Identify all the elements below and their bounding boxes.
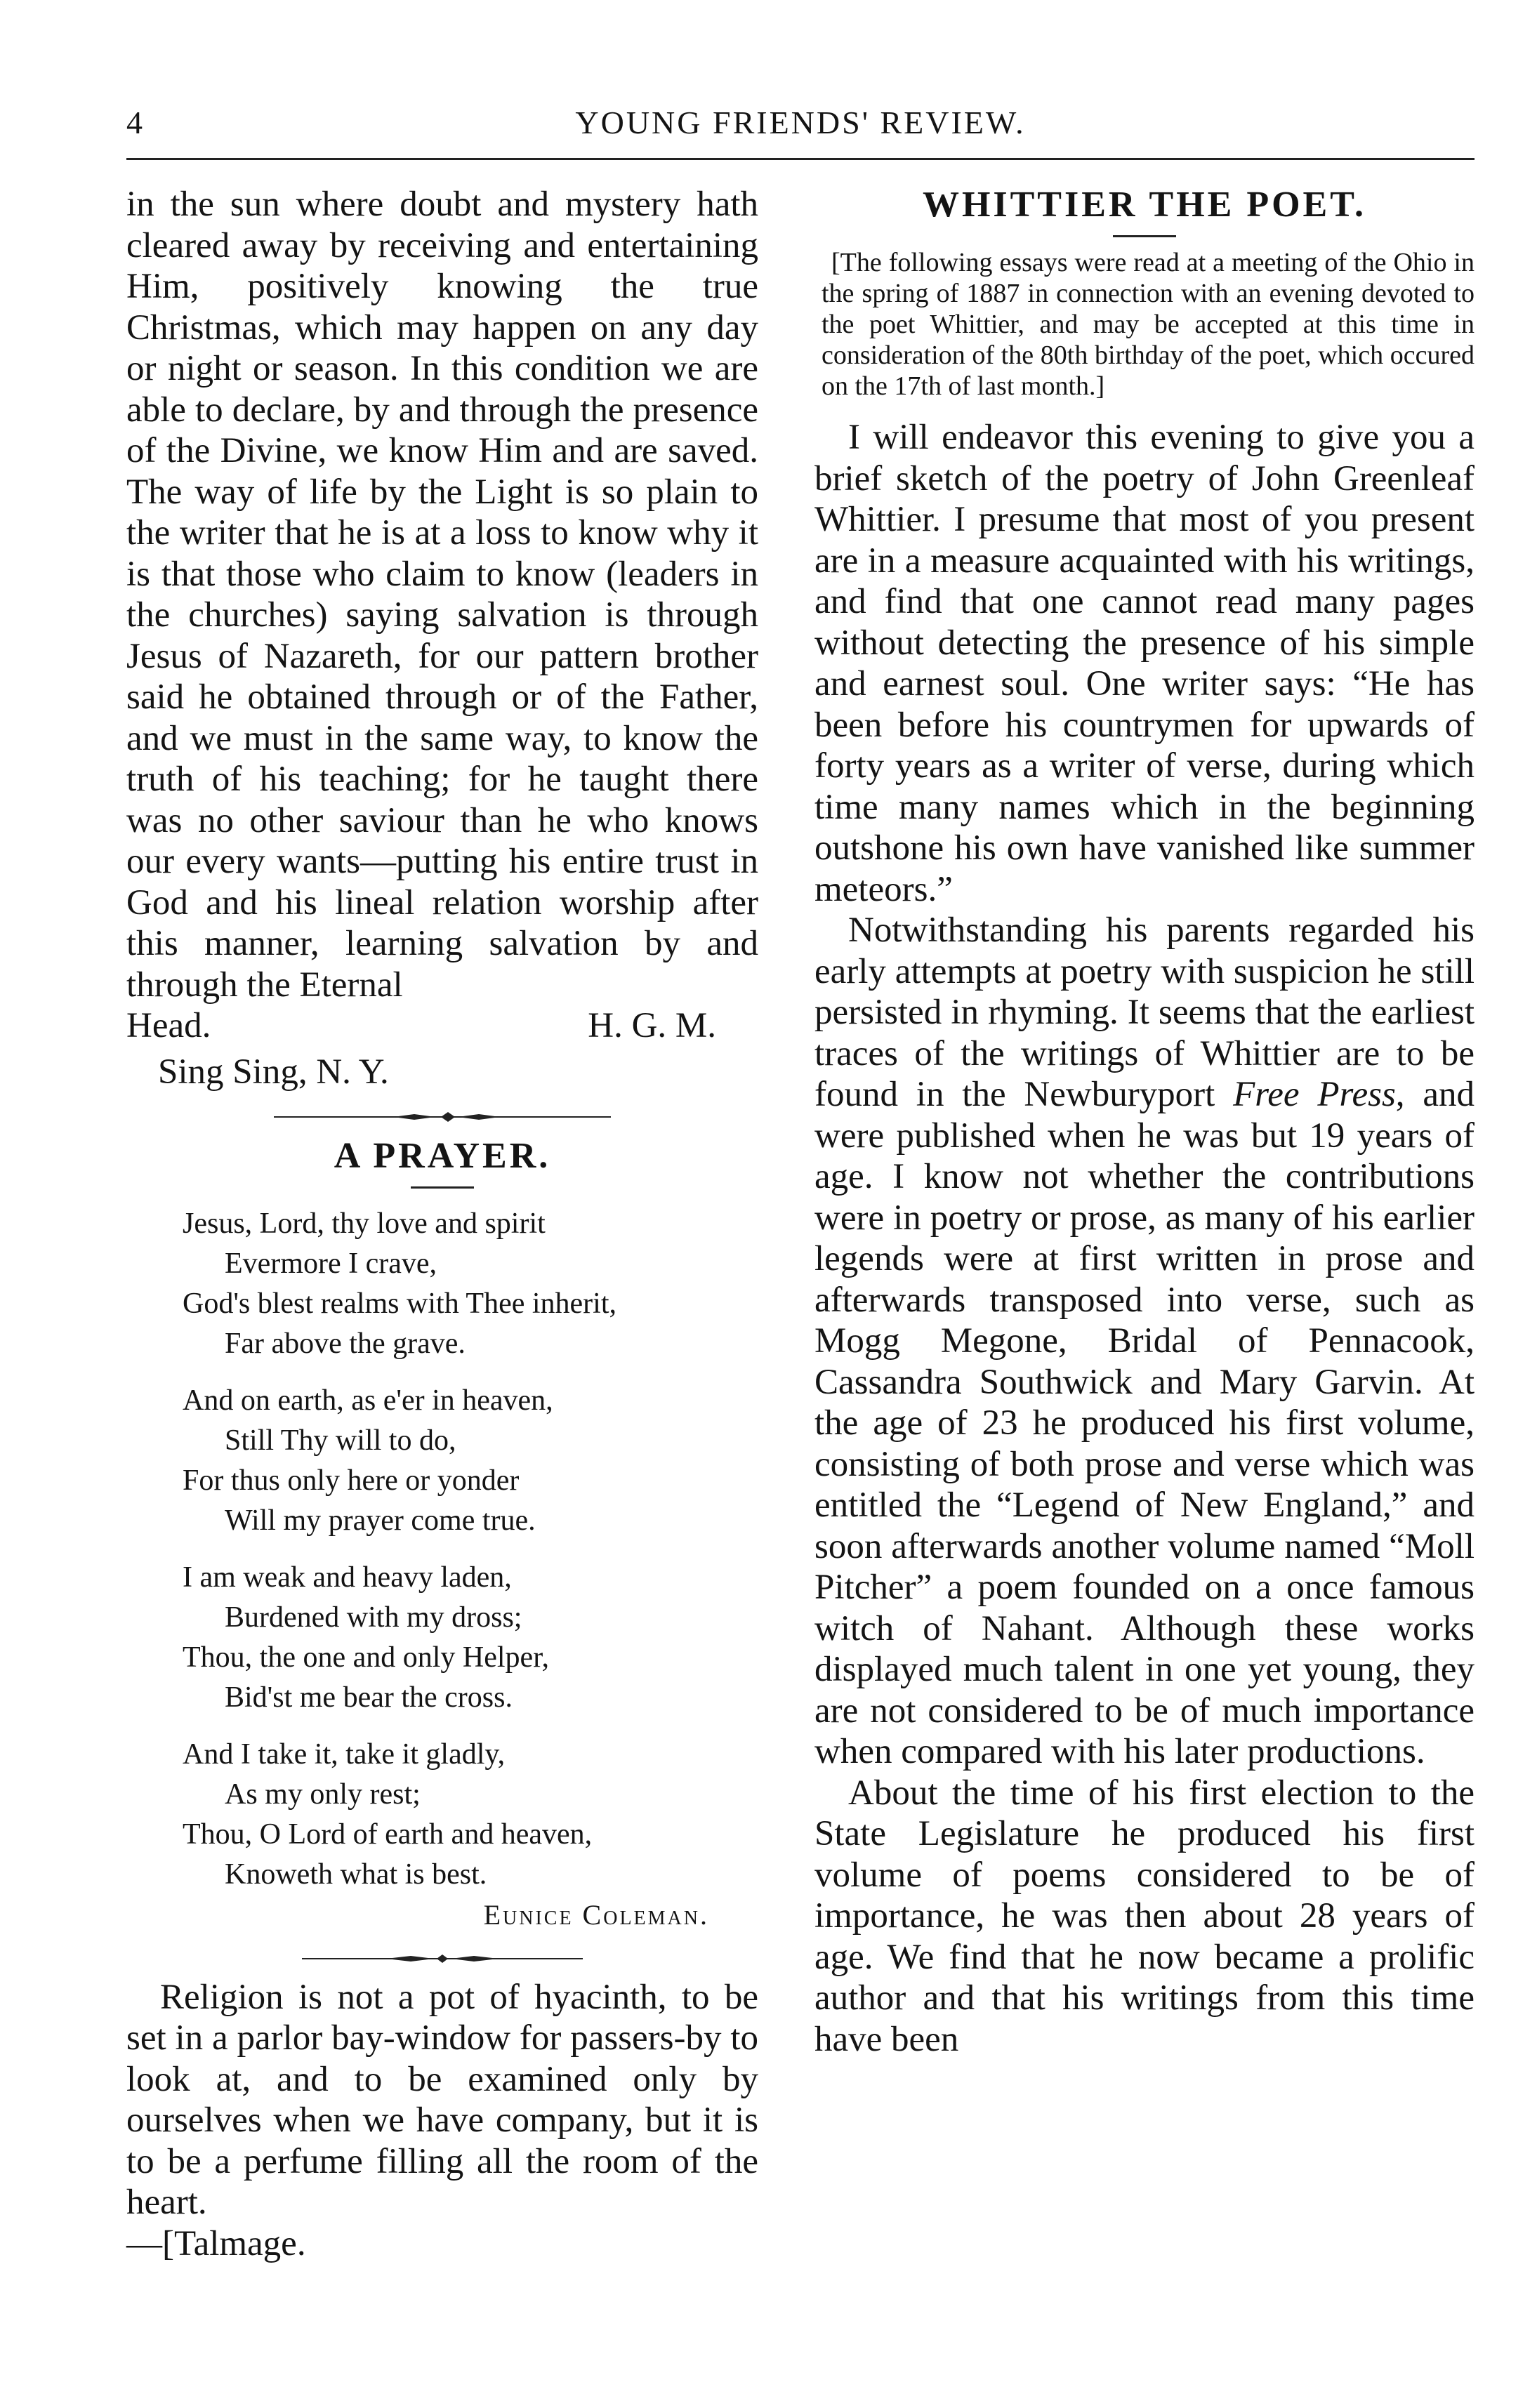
newspaper-name: Free Press [1233,1075,1396,1114]
poem-line: Knoweth what is best. [225,1858,487,1891]
poem-line: Far above the grave. [225,1327,466,1360]
left-column [126,184,758,2264]
stanza [183,1381,758,1541]
quote-attribution: —[Talmage. [126,2223,306,2263]
page-header [126,104,1475,153]
whittier-title: WHITTIER THE POET. [922,185,1367,225]
ornament-icon [274,1952,611,1966]
poem-line: God's blest realms with Thee inherit, [183,1287,617,1320]
whittier-paragraph-2 [814,910,1475,1773]
poem-line: And I take it, take it gladly, [183,1738,506,1771]
whittier-paragraph-3: About the time of his first election to the State Legislature he produced his first volume of poems considered to be of importance, he was then about 28 years of age. We find that he now became a prolific author and that his writings from this time have been [814,1773,1475,2059]
stanza [183,1558,758,1718]
right-column [814,184,1475,2060]
poem-line: Bid'st me bear the cross. [225,1681,513,1714]
religion-quote: Religion is not a pot of hyacinth, to be set in a parlor bay-window for passers-by to look at, and to be examined only by ourselves when we have company, but it is to be a perfume filling all the room of the heart. [126,1977,758,2222]
author-initials: H. G. M. [588,1006,716,1045]
poem-line: Still Thy will to do, [225,1424,456,1457]
poem-line: Burdened with my dross; [225,1601,522,1634]
ornament-icon [274,1110,611,1124]
poem-line: I am weak and heavy laden, [183,1561,512,1594]
prayer-title: A PRAYER. [334,1135,551,1176]
poem-line: Jesus, Lord, thy love and spirit [183,1207,546,1240]
poem-line: Will my prayer come true. [225,1504,536,1537]
poem-line: Evermore I crave, [225,1247,437,1280]
article-signature-row [126,1005,758,1047]
title-rule [411,1186,474,1189]
article-place: Sing Sing, N. Y. [158,1052,389,1092]
paragraph-text: , and were published when he was but 19 years of age. I know not whether the contributions were in poetry or prose, as many of his earlier legends were at first written in prose and afterwards transposed into verse, such as Mogg Megone, Bridal of Pennacook, Cassandra Southwick and Mary Garvin. At the age of 23 he produced his first volume, consisting of both prose and verse which was entitled the “Legend of New England,” and soon afterwards another volume named “Moll Pitcher” a poem founded on a once famous witch of Nahant. Although these works displayed much talent in one yet young, they are not considered to be of much importance when compared with his later productions. [814,1075,1475,1771]
prayer-poem [183,1204,758,1935]
poem-line: As my only rest; [225,1778,421,1811]
whittier-paragraph-1: I will endeavor this evening to give you a brief sketch of the poetry of John Greenleaf Whittier. I presume that most of you present are in a measure acquainted with his writings, and find that one cannot read many pages without detecting the presence of his simple and earnest soul. One writer says: “He has been before his countrymen for upwards of forty years as a writer of verse, during which time many names which in the beginning outshone his own have vanished like summer meteors.” [814,418,1475,909]
header-rule [126,158,1475,160]
poem-line: For thus only here or yonder [183,1464,520,1497]
article-continuation: in the sun where doubt and mystery hath cleared away by receiving and entertaining Him, positively knowing the true Christmas, which may happen on any day or night or season. In this condition we are able to declare, by and through the presence of the Divine, we know Him and are saved. The way of life by the Light is so plain to the writer that he is at a loss to know why it is that those who claim to know (leaders in the churches) saying salvation is through Jesus of Nazareth, for our pattern brother said he obtained through or of the Father, and we must in the same way, to know the truth of his teaching; for he taught there was no other saviour than he who knows our every wants—putting his entire trust in God and his lineal relation worship after this manner, learning salvation by and through the Eternal [126,185,758,1005]
closing-word: Head. [126,1006,211,1045]
stanza [183,1204,758,1364]
running-title: YOUNG FRIENDS' REVIEW. [575,105,1026,140]
ornament-divider [274,1952,611,1966]
poem-line: And on earth, as e'er in heaven, [183,1384,553,1417]
title-rule [1113,235,1176,237]
page-number: 4 [126,105,143,140]
editor-note: [The following essays were read at a meeting of the Ohio in the spring of 1887 in connection with an evening devoted to the poet Whittier, and may be accepted at this time in consideration of the 80th birthday of the poet, which occured on the 17th of last month.] [822,248,1475,401]
poem-line: Thou, O Lord of earth and heaven, [183,1818,593,1851]
poem-line: Thou, the one and only Helper, [183,1641,550,1674]
ornament-divider [274,1110,611,1124]
poem-author: Eunice Coleman. [483,1898,709,1931]
stanza [183,1735,758,1895]
paragraph-text: Notwithstanding his parents regarded his early attempts at poetry with suspicion he still persisted in rhyming. It seems that the earliest traces of the writings of Whittier are to be found in the Newburyport [814,911,1475,1114]
